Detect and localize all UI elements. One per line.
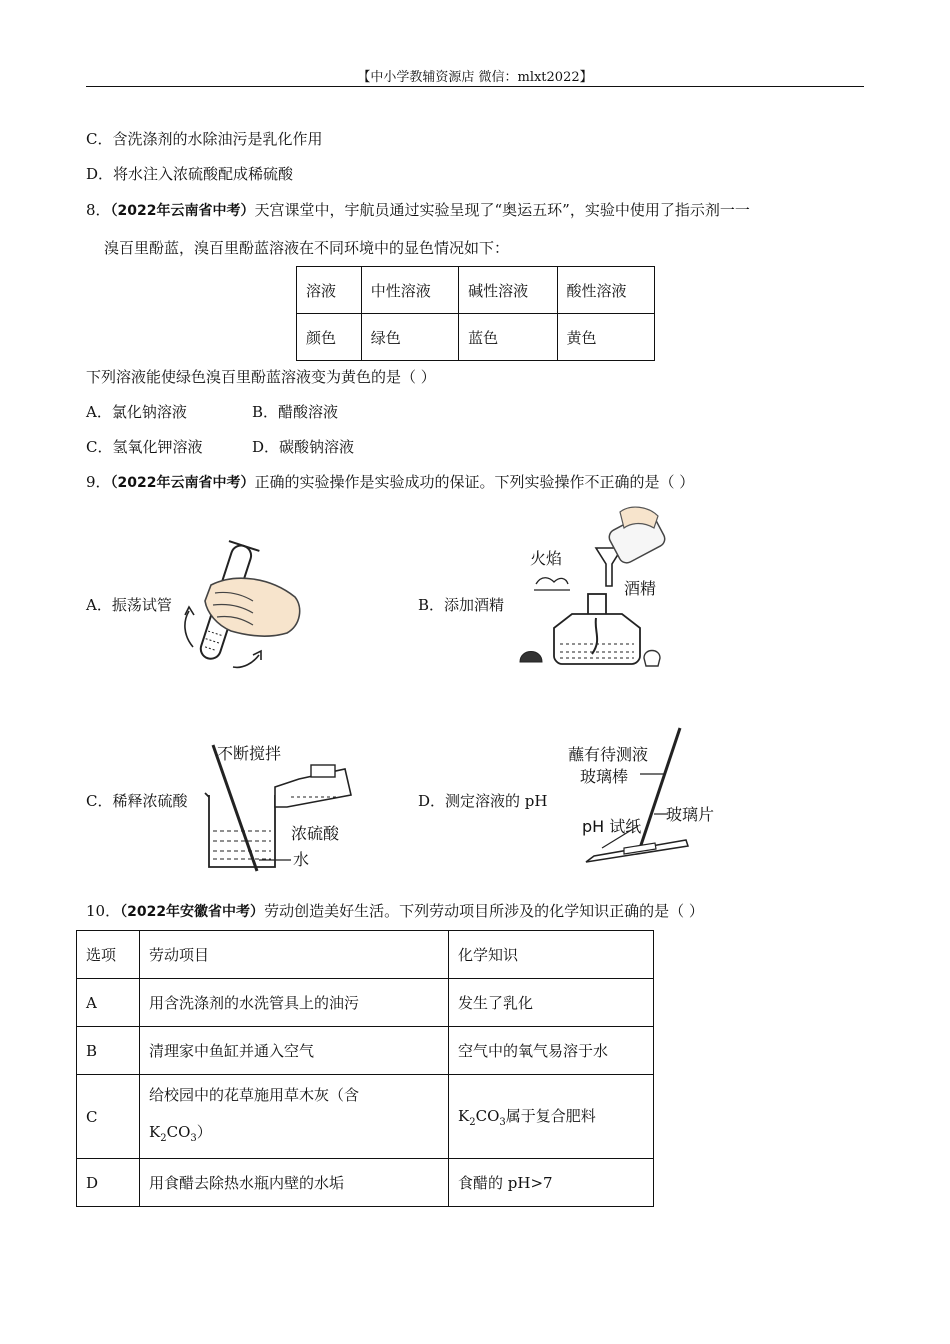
q7-option-c: C．含洗涤剂的水除油污是乳化作用 bbox=[86, 130, 323, 148]
table-cell: 食醋的 pH>7 bbox=[449, 1159, 654, 1207]
table-cell: 中性溶液 bbox=[361, 267, 458, 314]
table-cell: 黄色 bbox=[557, 314, 654, 361]
q9-source: （2022年云南省中考） bbox=[110, 475, 255, 491]
q8-stem-line2: 溴百里酚蓝，溴百里酚蓝溶液在不同环境中的显色情况如下： bbox=[104, 239, 510, 257]
q8-stem-line1: 天宫课堂中，宇航员通过实验呈现了“奥运五环”，实验中使用了指示剂一一 bbox=[254, 201, 750, 219]
formula-part: 属于复合肥料 bbox=[505, 1107, 596, 1125]
formula-part: K bbox=[149, 1122, 161, 1141]
q7-option-d: D．将水注入浓硫酸配成稀硫酸 bbox=[86, 165, 294, 183]
q9-number: 9． bbox=[86, 473, 111, 491]
q9-option-d: D．测定溶液的 pH bbox=[418, 792, 548, 810]
table-row bbox=[77, 1027, 654, 1075]
table-row bbox=[77, 1159, 654, 1207]
q10-stem bbox=[86, 900, 704, 921]
table-header-row bbox=[77, 931, 654, 979]
label-glass-plate: 玻璃片 bbox=[666, 805, 715, 824]
page-header: 【中小学教辅资源店 微信：mlxt2022】 bbox=[357, 70, 593, 85]
table-cell: 溶液 bbox=[297, 267, 362, 314]
table-cell: 颜色 bbox=[297, 314, 362, 361]
q8-option-d: D．碳酸钠溶液 bbox=[252, 438, 355, 456]
q8-color-table bbox=[296, 266, 655, 361]
q9-stem bbox=[86, 471, 694, 492]
q8-number: 8． bbox=[86, 201, 111, 219]
q8-option-c: C．氢氧化钾溶液 bbox=[86, 438, 203, 456]
table-cell: 绿色 bbox=[361, 314, 458, 361]
q10-number: 10． bbox=[86, 902, 121, 920]
label-sulfuric-acid: 浓硫酸 bbox=[291, 824, 340, 843]
label-ph-paper: pH 试纸 bbox=[582, 817, 642, 836]
table-cell bbox=[140, 1075, 449, 1159]
table-cell: 酸性溶液 bbox=[557, 267, 654, 314]
label-dipped-liquid: 蘸有待测液 bbox=[568, 745, 649, 764]
q10-labor-table bbox=[76, 930, 654, 1207]
table-row bbox=[77, 979, 654, 1027]
dilute-sulfuric-acid-figure bbox=[195, 735, 360, 875]
table-cell: 清理家中鱼缸并通入空气 bbox=[140, 1027, 449, 1075]
table-cell: B bbox=[77, 1027, 140, 1075]
table-row bbox=[77, 1075, 654, 1159]
table-cell: D bbox=[77, 1159, 140, 1207]
label-alcohol: 酒精 bbox=[624, 579, 657, 598]
table-cell bbox=[449, 1075, 654, 1159]
table-cell: 用含洗涤剂的水洗管具上的油污 bbox=[140, 979, 449, 1027]
q10-stem-text: 劳动创造美好生活。下列劳动项目所涉及的化学知识正确的是（ ） bbox=[264, 902, 704, 920]
q8-question: 下列溶液能使绿色溴百里酚蓝溶液变为黄色的是（ ） bbox=[86, 368, 436, 386]
formula-part: K bbox=[458, 1107, 470, 1125]
table-cell: A bbox=[77, 979, 140, 1027]
label-glass-rod: 玻璃棒 bbox=[580, 767, 629, 786]
formula-part: CO bbox=[166, 1122, 191, 1141]
table-header-cell: 选项 bbox=[77, 931, 140, 979]
table-cell: 碱性溶液 bbox=[459, 267, 557, 314]
table-cell: C bbox=[77, 1075, 140, 1159]
table-cell: 用食醋去除热水瓶内壁的水垢 bbox=[140, 1159, 449, 1207]
cell-line bbox=[149, 1114, 439, 1157]
formula-part: CO bbox=[475, 1107, 500, 1125]
table-row bbox=[297, 267, 655, 314]
table-header-cell: 化学知识 bbox=[449, 931, 654, 979]
table-cell: 发生了乳化 bbox=[449, 979, 654, 1027]
table-cell: 蓝色 bbox=[459, 314, 557, 361]
q8-option-a: A．氯化钠溶液 bbox=[86, 403, 187, 421]
label-stir: 不断搅拌 bbox=[217, 744, 282, 763]
table-cell: 空气中的氧气易溶于水 bbox=[449, 1027, 654, 1075]
cell-line: 给校园中的花草施用草木灰（含 bbox=[149, 1085, 360, 1104]
ph-measurement-figure bbox=[568, 722, 715, 872]
q9-stem-text: 正确的实验操作是实验成功的保证。下列实验操作不正确的是（ ） bbox=[254, 473, 695, 491]
q10-source: （2022年安徽省中考） bbox=[120, 904, 265, 920]
formula-subscript: 2 bbox=[160, 1132, 167, 1144]
formula-subscript: 3 bbox=[190, 1132, 197, 1144]
formula-subscript: 3 bbox=[499, 1117, 506, 1128]
table-row bbox=[297, 314, 655, 361]
header-rule bbox=[86, 86, 864, 87]
alcohol-lamp-figure bbox=[510, 498, 670, 673]
q8-option-b: B．醋酸溶液 bbox=[252, 403, 339, 421]
q9-option-b: B．添加酒精 bbox=[418, 596, 505, 614]
formula-subscript: 2 bbox=[469, 1117, 476, 1128]
q8-source: （2022年云南省中考） bbox=[110, 203, 255, 219]
shaking-test-tube-figure bbox=[175, 535, 315, 675]
q9-option-c: C．稀释浓硫酸 bbox=[86, 792, 188, 810]
q9-option-a: A．振荡试管 bbox=[86, 596, 172, 614]
formula-part: ） bbox=[196, 1122, 212, 1141]
label-flame: 火焰 bbox=[530, 549, 563, 568]
label-water: 水 bbox=[293, 850, 310, 869]
table-header-cell: 劳动项目 bbox=[140, 931, 449, 979]
q8-stem bbox=[86, 199, 750, 220]
